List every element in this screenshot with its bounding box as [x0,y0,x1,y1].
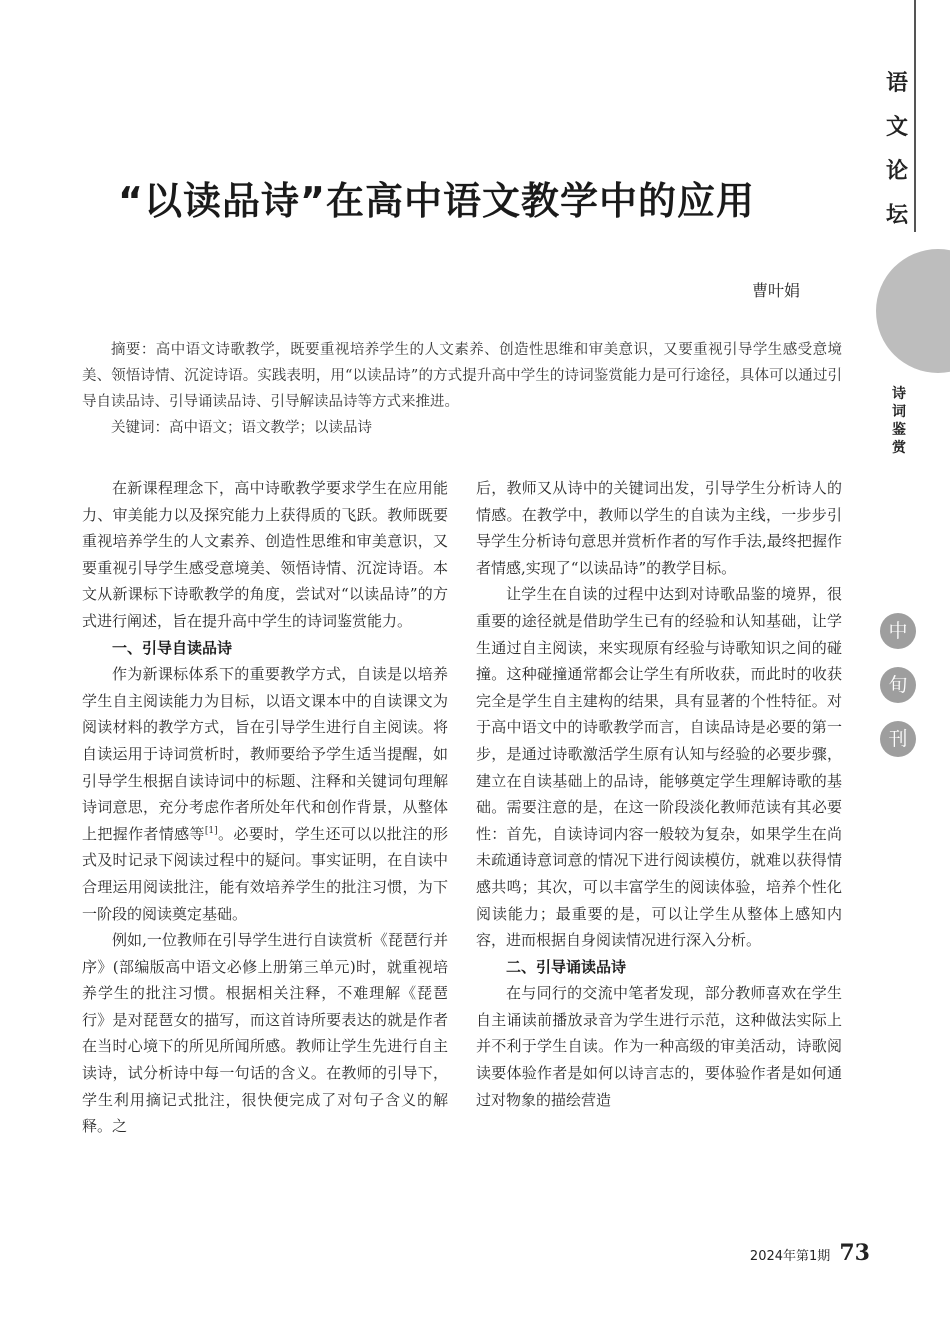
keywords: 关键词：高中语文；语文教学；以读品诗 [111,420,372,436]
section-tag-char: 诗 [892,386,906,402]
journal-badge: 旬 [880,667,916,703]
column-name-char: 文 [885,115,908,140]
article-author: 曹叶娟 [751,281,800,300]
section-heading: 二、引导诵读品诗 [506,957,627,976]
issue-label: 2024年第1期 [749,1249,831,1264]
column-name-char: 论 [885,159,908,184]
journal-badge: 刊 [880,721,916,757]
journal-badges [880,613,916,775]
abstract-block [82,337,842,441]
paragraph: 让学生在自读的过程中达到对诗歌品鉴的境界，很重要的途径就是借助学生已有的经验和认知基础，让学生通过自主阅读，来实现原有经验与诗歌知识之间的碰撞。这种碰撞通常都会让学生有所收获，而此时的收获完全是学生自主建构的结果，具有显著的个性特征。对于高中语文中的诗歌教学而言，自读品诗是必要的第一步，是通过诗歌激活学生原有认知与经验的必要步骤，建立在自读基础上的品诗，能够奠定学生理解诗歌的基础。需要注意的是，在这一阶段淡化教师范读有其必要性：首先，自读诗词内容一般较为复杂，如果学生在尚未疏通诗意词意的情况下进行阅读模仿，就难以获得情感共鸣；其次，可以丰富学生的阅读体验，培养个性化阅读能力；最重要的是，可以让学生从整体上感知内容，进而根据自身阅读情况进行深入分析。 [476,585,842,950]
article-title: “以读品诗”在高中语文教学中的应用 [118,179,755,223]
page-number: 73 [839,1240,870,1266]
section-tag-char: 赏 [892,440,906,456]
right-column [476,475,842,1113]
column-name-char: 语 [885,71,908,96]
paragraph: 后，教师又从诗中的关键词出发，引导学生分析诗人的情感。在教学中，教师以学生的自读为主线，一步步引导学生分析诗句意思并赏析作者的写作手法,最终把握作者情感,实现了“以读品诗”的教学目标。 [476,479,842,577]
paragraph: 在新课程理念下，高中诗歌教学要求学生在应用能力、审美能力以及探究能力上获得质的飞跃。教师既要重视培养学生的人文素养、创造性思维和审美意识，又要重视引导学生感受意境美、领悟诗情、沉淀诗语。本文从新课标下诗歌教学的角度，尝试对“以读品诗”的方式进行阐述，旨在提升高中学生的诗词鉴赏能力。 [82,479,448,630]
paragraph: 例如,一位教师在引导学生进行自读赏析《琵琶行并序》(部编版高中语文必修上册第三单元)时，就重视培养学生的批注习惯。根据相关注释，不难理解《琵琶行》是对琵琶女的描写，而这首诗所要表达的就是作者在当时心境下的所见所闻所感。教师让学生先进行自主读诗，试分析诗中每一句话的含义。在教师的引导下，学生利用摘记式批注，很快便完成了对句子含义的解释。之 [82,931,448,1136]
section-heading: 一、引导自读品诗 [112,638,233,657]
abstract-text: 摘要：高中语文诗歌教学，既要重视培养学生的人文素养、创造性思维和审美意识，又要重视引导学生感受意境美、领悟诗情、沉淀诗语。实践表明，用“以读品诗”的方式提升高中学生的诗词鉴赏能力是可行途径，具体可以通过引导自读品诗、引导诵读品诗、引导解读品诗等方式来推进。 [82,342,842,410]
sidebar-rule [914,0,916,232]
journal-badge: 中 [880,613,916,649]
decorative-circle [876,249,950,373]
paragraph-text: 作为新课标体系下的重要教学方式，自读是以培养学生自主阅读能力为目标，以语文课本中的自读课文为阅读材料的教学方式，旨在引导学生进行自主阅读。将自读运用于诗词赏析时，教师要给予学生适当提醒，如引导学生根据自读诗词中的标题、注释和关键词句理解诗词意思，充分考虑作者所处年代和创作背景，从整体上把握作者情感等 [82,665,448,843]
paragraph [82,661,448,927]
section-tag-char: 词 [892,404,906,420]
paragraph: 在与同行的交流中笔者发现，部分教师喜欢在学生自主诵读前播放录音为学生进行示范，这种做法实际上并不利于学生自读。作为一种高级的审美活动，诗歌阅读要体验作者是如何以诗言志的，要体验作者是如何通过对物象的描绘营造 [476,984,842,1109]
paragraph-text: 。必要时，学生还可以以批注的形式及时记录下阅读过程中的疑问。事实证明，在自读中合理运用阅读批注，能有效培养学生的批注习惯，为下一阶段的阅读奠定基础。 [82,824,448,923]
section-tag [884,385,914,457]
section-tag-char: 鉴 [892,422,906,438]
citation-marker: [1] [204,825,218,836]
left-column [82,475,448,1140]
page-footer [740,1240,870,1266]
column-name-char: 坛 [885,203,908,228]
column-name [880,62,914,238]
